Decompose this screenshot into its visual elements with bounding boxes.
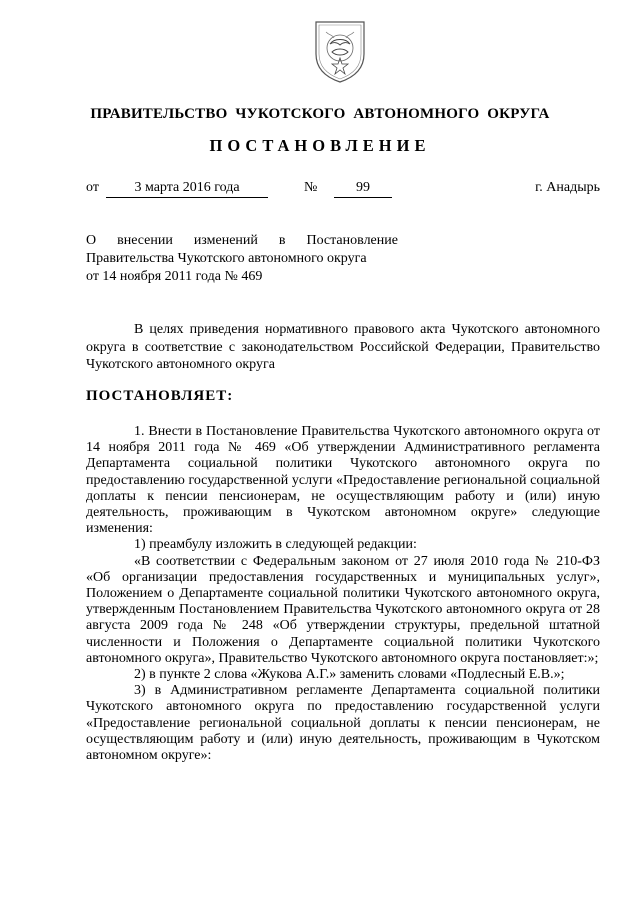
- document-date: 3 марта 2016 года: [106, 180, 268, 198]
- subject-word: внесении: [117, 233, 173, 248]
- paragraph: «В соответствии с Федеральным законом от 27 июля 2010 года № 210-ФЗ «Об организации предоставления государственных и муниципальных услуг», Положением о Департаменте социальной политики Чукотского автономного округа, утвержденным Постановлением Правительства Чукотского автономного округа от 28 августа 2009 года № 248 «Об утверждении структуры, предельной штатной численности и Положения о Департаменте социальной политики Чукотского автономного округа», Правительство Чукотского автономного округа постановляет:»;: [86, 553, 600, 666]
- document-type: ПОСТАНОВЛЕНИЕ: [209, 136, 431, 155]
- chukotka-coat-of-arms-icon: [312, 18, 368, 84]
- subject-line-2: Правительства Чукотского автономного округа: [86, 251, 367, 266]
- document-subject: [86, 232, 398, 286]
- paragraph: 1. Внести в Постановление Правительства Чукотского автономного округа от 14 ноября 2011 года № 469 «Об утверждении Административного регламента Департамента социальной политики Чукотского автономного округа по предоставлению государственной услуги «Предоставление региональной социальной доплаты к пенсии пенсионерам, не осуществляющим работу и (или) иную деятельность, проживающим в Чукотском автономном округе» следующие изменения:: [86, 424, 600, 537]
- subject-word: О: [86, 233, 97, 248]
- subject-word: в: [278, 233, 286, 248]
- document-city: г. Анадырь: [535, 180, 600, 195]
- government-title: ПРАВИТЕЛЬСТВО ЧУКОТСКОГО АВТОНОМНОГО ОКРУГА: [90, 106, 550, 122]
- document-meta: [86, 180, 600, 200]
- subject-line-1: [86, 232, 398, 250]
- subject-word: изменений: [193, 233, 258, 248]
- number-sign: №: [304, 180, 318, 195]
- resolve-heading: ПОСТАНОВЛЯЕТ:: [86, 388, 234, 404]
- document-body: [86, 424, 600, 764]
- subject-line-3: от 14 ноября 2011 года № 469: [86, 269, 263, 284]
- paragraph: 3) в Административном регламенте Департамента социальной политики Чукотского автономного округа по предоставлению государственной услуги «Предоставление региональной социальной доплаты к пенсии пенсионерам, не осуществляющим работу и (или) иную деятельность, проживающим в Чукотском автономном округе»:: [86, 683, 600, 764]
- paragraph: 2) в пункте 2 слова «Жукова А.Г.» заменить словами «Подлесный Е.В.»;: [134, 667, 565, 683]
- preamble: В целях приведения нормативного правового акта Чукотского автономного округа в соответствие с законодательством Российской Федерации, Правительство Чукотского автономного округа: [86, 322, 600, 372]
- date-prefix: от: [86, 180, 99, 195]
- subject-word: Постановление: [306, 233, 398, 248]
- document-number: 99: [334, 180, 392, 198]
- paragraph: 1) преамбулу изложить в следующей редакции:: [134, 537, 417, 553]
